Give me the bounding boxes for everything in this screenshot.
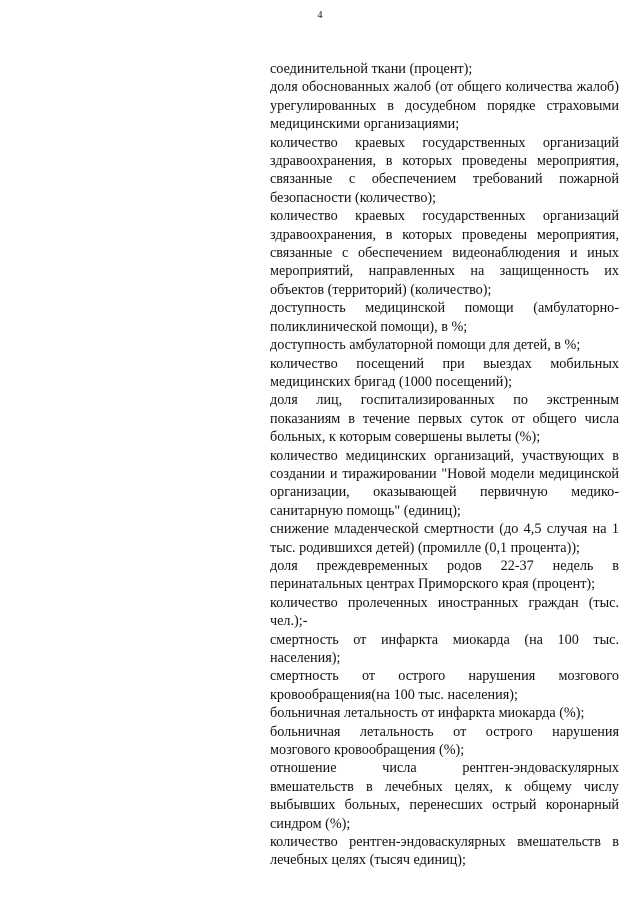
- paragraph: доступность амбулаторной помощи для детей, в %;: [270, 337, 581, 354]
- paragraph: смертность от острого нарушения мозгового кровообращения(на 100 тыс. населения);: [270, 668, 619, 703]
- paragraph: доля лиц, госпитализированных по экстренным показаниям в течение первых суток от общего числа больных, к которым совершены вылеты (%);: [270, 392, 619, 446]
- paragraph: количество краевых государственных организаций здравоохранения, в которых проведены мероприятия, связанные с обеспечением видеонаблюдения и иных мероприятий, направленных на защищенность их объектов (территорий) (количество);: [270, 208, 619, 298]
- paragraph: отношение числа рентген-эндоваскулярных вмешательств в лечебных целях, к общему числу выбывших больных, перенесших острый коронарный синдром (%);: [270, 760, 619, 832]
- paragraph: количество посещений при выездах мобильных медицинских бригад (1000 посещений);: [270, 355, 619, 390]
- paragraph: доля обоснованных жалоб (от общего количества жалоб) урегулированных в досудебном порядке страховыми медицинскими организациями;: [270, 79, 619, 133]
- document-body: [270, 60, 619, 870]
- paragraph: количество медицинских организаций, участвующих в создании и тиражировании "Новой модели медицинской организации, оказывающей первичную медико-санитарную помощь" (единиц);: [270, 447, 619, 519]
- paragraph: доля преждевременных родов 22-37 недель в перинатальных центрах Приморского края (процент);: [270, 557, 619, 593]
- paragraph: больничная летальность от инфаркта миокарда (%);: [270, 705, 585, 722]
- paragraph: смертность от инфаркта миокарда (на 100 тыс. населения);: [270, 631, 619, 666]
- paragraph: количество краевых государственных организаций здравоохранения, в которых проведены мероприятия, связанные с обеспечением требований пожарной безопасности (количество);: [270, 134, 619, 206]
- paragraph: снижение младенческой смертности (до 4,5 случая на 1 тыс. родившихся детей) (промилле (0,1 процента));: [270, 521, 619, 556]
- paragraph: соединительной ткани (процент);: [270, 61, 473, 77]
- paragraph: количество пролеченных иностранных граждан (тыс. чел.);-: [270, 594, 619, 630]
- paragraph: больничная летальность от острого нарушения мозгового кровообращения (%);: [270, 723, 619, 759]
- page-number: 4: [317, 10, 323, 21]
- paragraph: количество рентген-эндоваскулярных вмешательств в лечебных целях (тысяч единиц);: [270, 834, 619, 869]
- paragraph: доступность медицинской помощи (амбулаторно-поликлинической помощи), в %;: [270, 300, 619, 335]
